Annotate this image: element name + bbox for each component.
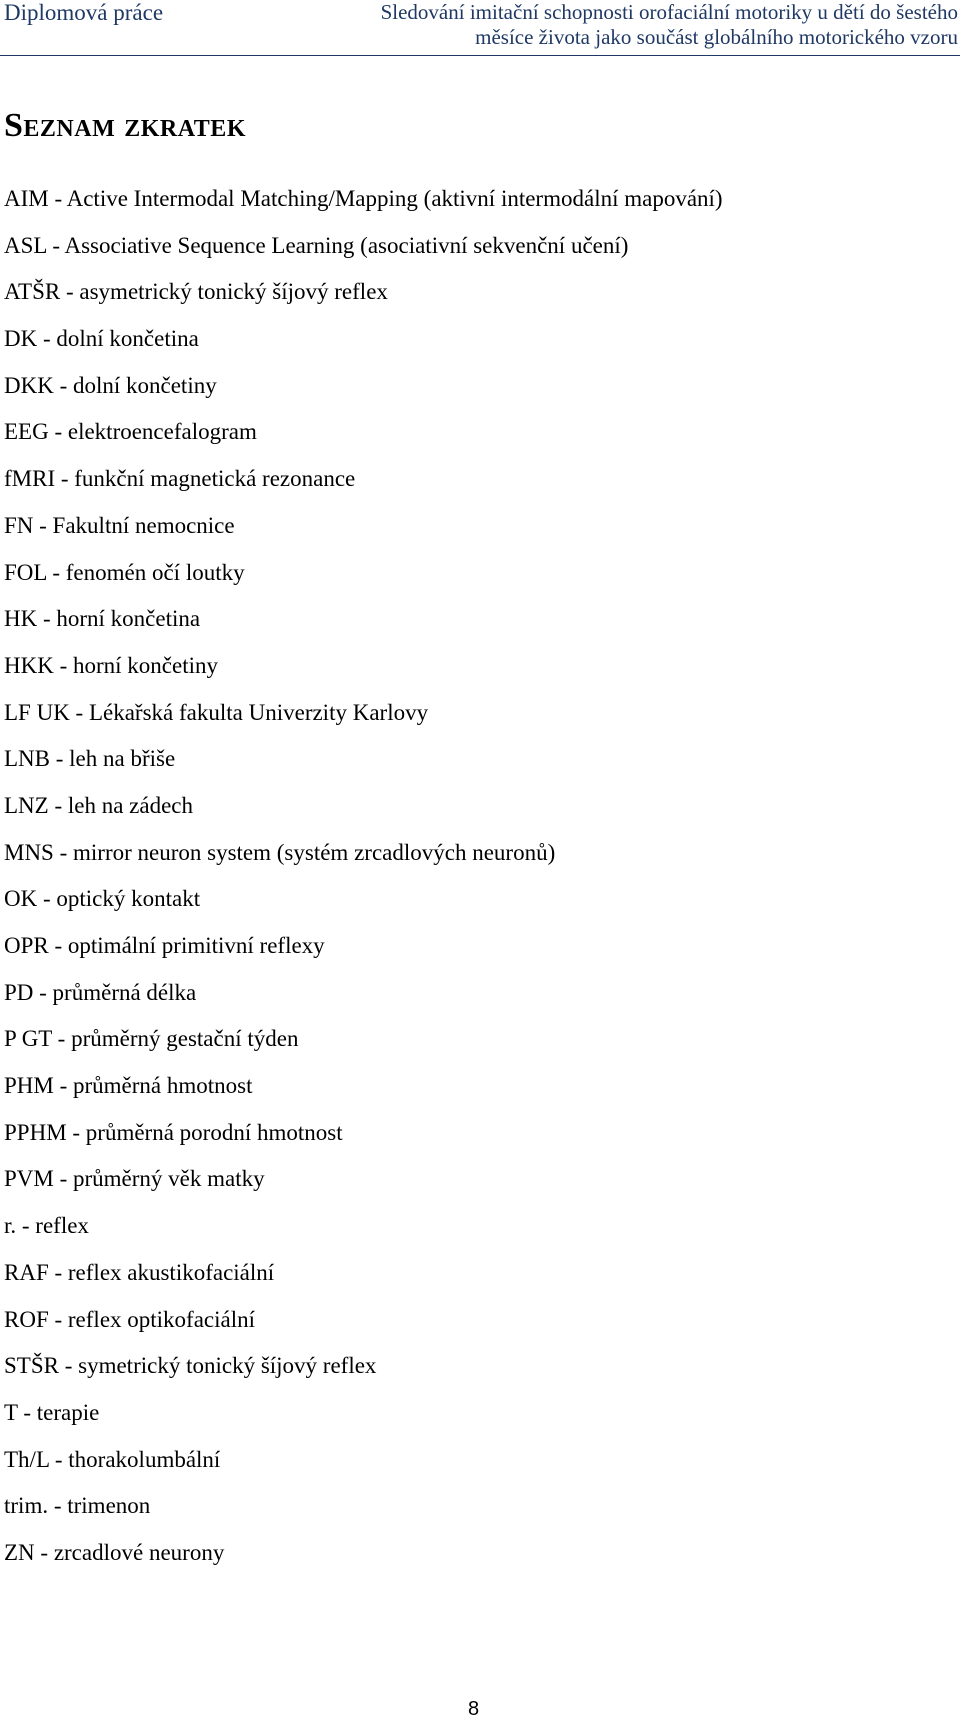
abbreviation-item: ATŠR - asymetrický tonický šíjový reflex (4, 279, 388, 305)
abbreviation-item: trim. - trimenon (4, 1493, 151, 1519)
abbreviation-item: P GT - průměrný gestační týden (4, 1026, 299, 1052)
abbreviation-item: PHM - průměrná hmotnost (4, 1073, 253, 1099)
abbreviation-item: OPR - optimální primitivní reflexy (4, 933, 325, 958)
abbreviation-item: HK - horní končetina (4, 606, 201, 632)
abbreviation-item: STŠR - symetrický tonický šíjový reflex (4, 1353, 377, 1379)
abbreviation-item: fMRI - funkční magnetická rezonance (4, 466, 356, 492)
abbreviation-item: PVM - průměrný věk matky (4, 1166, 265, 1192)
abbreviation-item: HKK - horní končetiny (4, 652, 218, 678)
abbreviation-item: DKK - dolní končetiny (4, 372, 217, 398)
page-title: Seznam zkratek (4, 107, 246, 144)
abbreviation-item: Th/L - thorakolumbální (4, 1446, 221, 1472)
abbreviation-item: LNB - leh na břiše (4, 746, 176, 772)
abbreviation-item: PD - průměrná délka (4, 979, 197, 1005)
abbreviation-item: T - terapie (4, 1399, 100, 1425)
header-document-type: Diplomová práce (4, 0, 164, 25)
abbreviation-list (4, 176, 723, 1577)
abbreviation-item: ASL - Associative Sequence Learning (asociativní sekvenční učení) (4, 232, 629, 258)
header-thesis-title-line-2: měsíce života jako součást globálního motorického vzoru (475, 25, 958, 49)
abbreviation-item: LNZ - leh na zádech (4, 792, 194, 818)
abbreviation-item: RAF - reflex akustikofaciální (4, 1259, 275, 1285)
header-thesis-title-line-1: Sledování imitační schopnosti orofaciální motoriky u dětí do šestého (380, 0, 958, 24)
abbreviation-item: LF UK - Lékařská fakulta Univerzity Karlovy (4, 699, 429, 725)
abbreviation-item: FOL - fenomén očí loutky (4, 559, 245, 585)
abbreviation-item: PPHM - průměrná porodní hmotnost (4, 1119, 343, 1145)
header-thesis-title (358, 0, 958, 50)
abbreviation-item: AIM - Active Intermodal Matching/Mapping (aktivní intermodální mapování) (4, 186, 723, 211)
abbreviation-item: EEG - elektroencefalogram (4, 419, 257, 445)
abbreviation-item: MNS - mirror neuron system (systém zrcadlových neuronů) (4, 839, 556, 865)
abbreviation-item: DK - dolní končetina (4, 326, 199, 352)
page-number: 8 (468, 1698, 480, 1720)
abbreviation-item: OK - optický kontakt (4, 886, 201, 912)
header-divider (0, 55, 960, 56)
abbreviation-item: FN - Fakultní nemocnice (4, 512, 235, 538)
page-header (0, 0, 960, 80)
abbreviation-item: ROF - reflex optikofaciální (4, 1306, 256, 1332)
abbreviation-item: r. - reflex (4, 1213, 89, 1239)
abbreviation-item: ZN - zrcadlové neurony (4, 1539, 225, 1565)
